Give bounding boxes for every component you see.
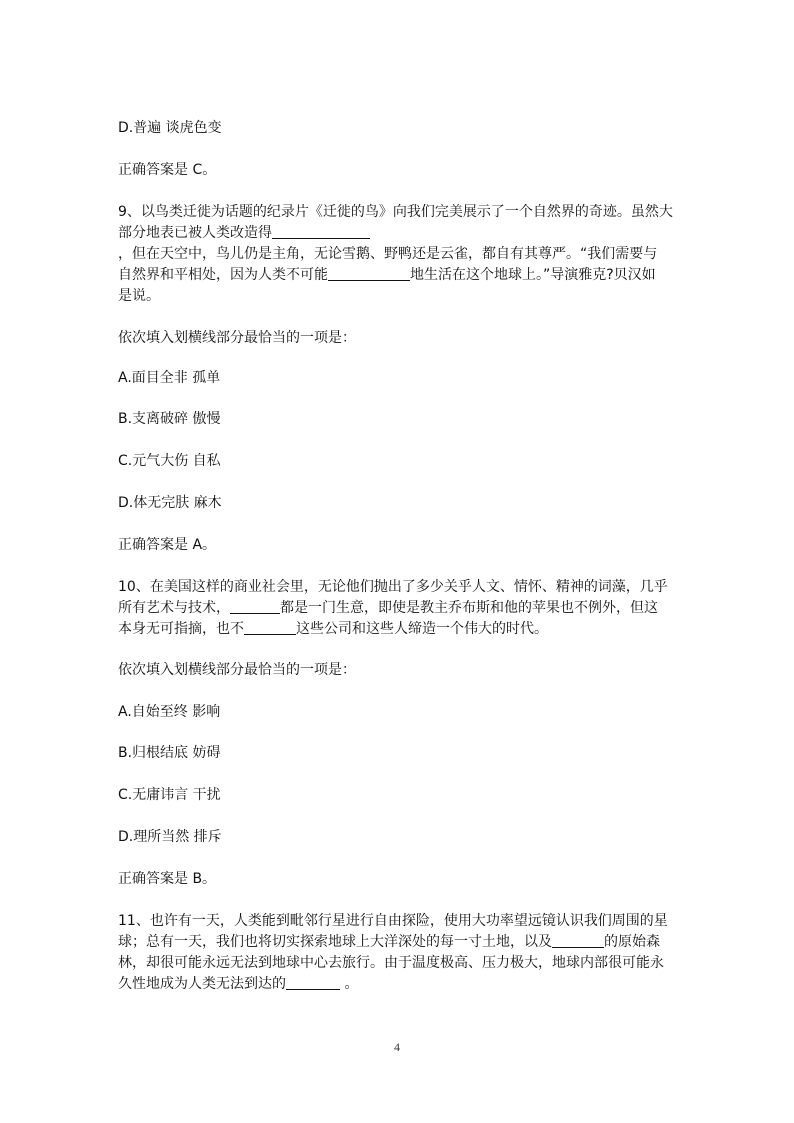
- q9-line-5: 是说。: [118, 288, 160, 304]
- q9-line-4: [118, 265, 656, 286]
- q10-blank-1: [230, 599, 280, 614]
- q9-line-4-text-b: 地生活在这个地球上。”导演雅克?贝汉如: [410, 267, 656, 283]
- q10-line-2-text-a: 所有艺术与技术，: [118, 600, 230, 616]
- q11-line-4: [118, 974, 358, 995]
- q11-blank-2: [286, 975, 340, 990]
- q10-option-a: A.自始至终 影响: [118, 704, 221, 720]
- q9-line-4-text-a: 自然界和平相处，因为人类不可能: [118, 267, 328, 283]
- q11-line-4-text-a: 久性地成为人类无法到达的: [118, 976, 286, 992]
- q9-option-c: C.元气大伤 自私: [118, 453, 221, 469]
- q10-prompt: 依次填入划横线部分最恰当的一项是：: [118, 662, 356, 678]
- q9-line-3: ，但在天空中，鸟儿仍是主角，无论雪鹅、野鸭还是云雀，都自有其尊严。“我们需要与: [118, 246, 658, 262]
- q9-line-2: [118, 223, 370, 244]
- q9-line-1: 9、以鸟类迁徙为话题的纪录片《迁徙的鸟》向我们完美展示了一个自然界的奇迹。虽然大: [118, 204, 673, 220]
- q11-line-3: 林，却很可能永远无法到地球中心去旅行。由于温度极高、压力极大，地球内部很可能永: [118, 955, 664, 971]
- q8-option-d: D.普遍 谈虎色变: [118, 120, 222, 136]
- q10-option-c: C.无庸讳言 干扰: [118, 787, 221, 803]
- page-number: 4: [394, 1040, 400, 1054]
- q9-option-a: A.面目全非 孤单: [118, 370, 221, 386]
- q10-line-1: 10、在美国这样的商业社会里，无论他们抛出了多少关乎人文、情怀、精神的词藻，几乎: [118, 579, 668, 595]
- q8-answer: 正确答案是 C。: [118, 162, 217, 178]
- q10-line-2-text-b: 都是一门生意，即使是教主乔布斯和他的苹果也不例外，但这: [280, 600, 658, 616]
- q11-line-2: [118, 932, 660, 953]
- q11-line-2-text-a: 球；总有一天，我们也将切实探索地球上大洋深处的每一寸土地，以及: [118, 934, 552, 950]
- q11-blank-1: [552, 933, 604, 948]
- q11-line-2-text-b: 的原始森: [604, 934, 660, 950]
- q11-line-4-text-b: 。: [340, 976, 359, 992]
- q9-option-d: D.体无完肤 麻木: [118, 495, 222, 511]
- q9-blank-2: [328, 266, 410, 281]
- q10-line-2: [118, 598, 658, 619]
- q10-option-d: D.理所当然 排斥: [118, 829, 222, 845]
- q11-line-1: 11、也许有一天，人类能到毗邻行星进行自由探险，使用大功率望远镜认识我们周围的星: [118, 913, 668, 929]
- q9-answer: 正确答案是 A。: [118, 537, 217, 553]
- q9-prompt: 依次填入划横线部分最恰当的一项是：: [118, 330, 356, 346]
- q10-line-3: [118, 619, 548, 640]
- q9-blank-1: [272, 224, 370, 239]
- q10-answer: 正确答案是 B。: [118, 871, 217, 887]
- q10-option-b: B.归根结底 妨碍: [118, 745, 221, 761]
- q10-line-3-text-b: 这些公司和这些人缔造一个伟大的时代。: [296, 621, 548, 637]
- q9-option-b: B.支离破碎 傲慢: [118, 411, 221, 427]
- q10-blank-2: [244, 620, 296, 635]
- q9-line-2-text: 部分地表已被人类改造得: [118, 225, 272, 241]
- q10-line-3-text-a: 本身无可指摘，也不: [118, 621, 244, 637]
